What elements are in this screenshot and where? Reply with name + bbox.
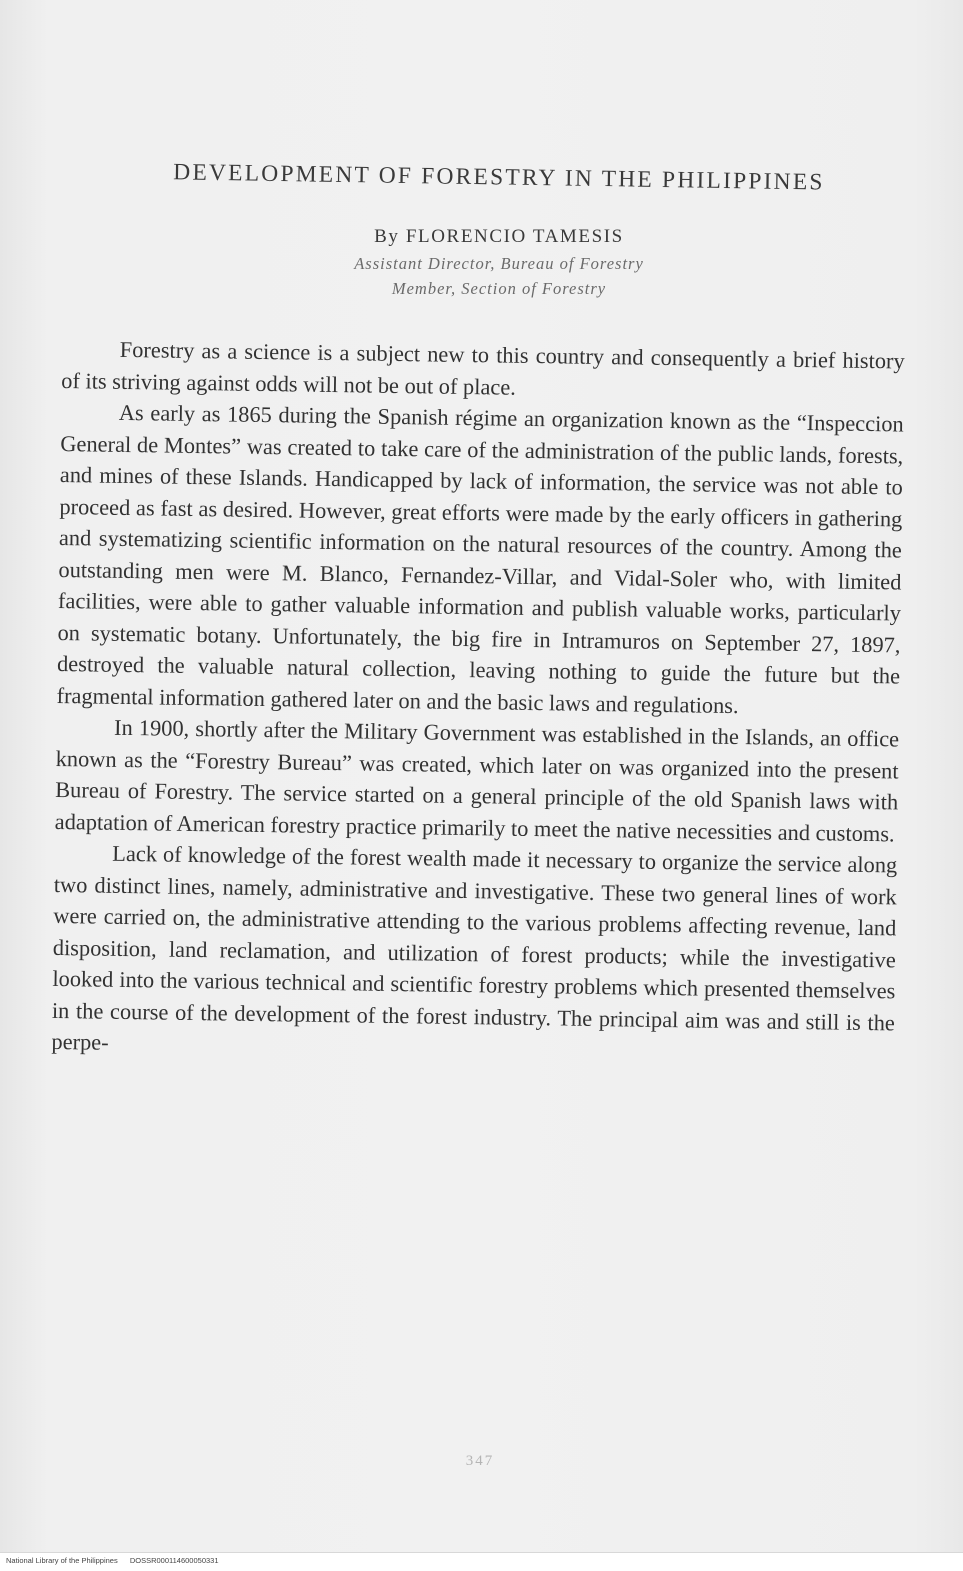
paragraph-1: Forestry as a science is a subject new to this country and consequently a brief history of its striving against odds will not be out of place.: [61, 336, 905, 400]
paragraph-4: Lack of knowledge of the forest wealth made it necessary to organize the service along two distinct lines, namely, administrative and investigative. These two general lines of work were carried on, the administrative attending to the various problems affecting revenue, land disposition, land reclamation, and utilization of forest products; while the investigative looked into the various technical and scientific forestry problems which presented themselves in the course of the development of the forest industry. The principal aim was and still is the perpe-: [51, 840, 898, 1055]
article-body: [51, 333, 905, 1070]
paragraph-3: In 1900, shortly after the Military Government was established in the Islands, an office known as the “Forestry Bureau” was created, which later on was organized into the present Bureau of Forestry. The service started on a general principle of the old Spanish laws with adaptation of American forestry practice primarily to meet the native necessities and customs.: [54, 714, 900, 846]
paragraph-2: As early as 1865 during the Spanish régime an organization known as the “Inspeccion General de Montes” was created to take care of the administration of the public lands, forests, and mines of these Islands. Handicapped by lack of information, the service was not able to proceed as fast as desired. However, great efforts were made by the early officers in gathering and systematizing scientific information on the natural resources of the country. Among the outstanding men were M. Blanco, Fernandez-Villar, and Vidal-Soler who, with limited facilities, were able to gather valuable information and publish valuable works, particularly on systematic botany. Unfortunately, the big fire in Intramuros on September 27, 1897, destroyed the valuable natural collection, leaving nothing to guide the future but the fragmental information gathered later on and the basic laws and regulations.: [56, 399, 904, 718]
library-name: National Library of the Philippines: [6, 1556, 118, 1565]
author-affiliation-2: Member, Section of Forestry: [391, 279, 607, 298]
article-title: DEVELOPMENT OF FORESTRY IN THE PHILIPPINES: [173, 159, 825, 196]
document-code: DOSSR000114600050331: [129, 1556, 219, 1565]
author-affiliation-1: Assistant Director, Bureau of Forestry: [354, 254, 644, 273]
scan-footer: [0, 1552, 963, 1571]
author-byline: By FLORENCIO TAMESIS: [374, 226, 624, 247]
footer-text: [6, 1556, 219, 1565]
page-number: 347: [465, 1453, 495, 1469]
